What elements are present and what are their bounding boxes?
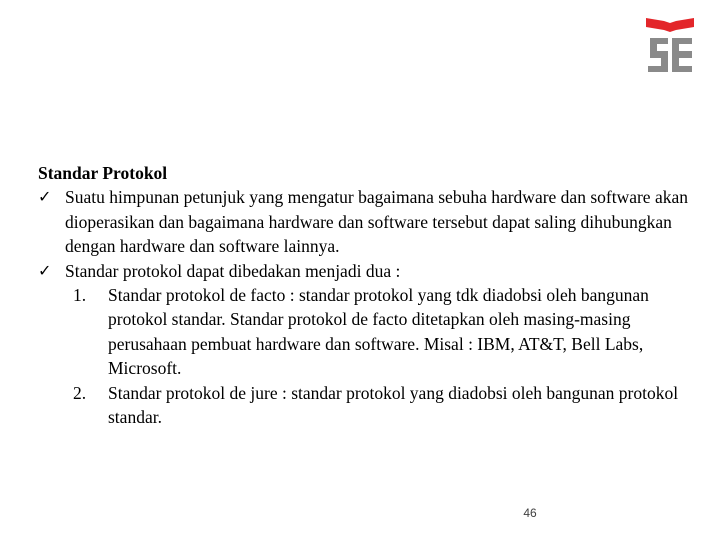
bullet-item: [38, 259, 698, 283]
bullet-text: Standar protokol dapat dibedakan menjadi dua :: [65, 260, 401, 281]
checkmark-icon: ✓: [38, 260, 52, 280]
bullet-item: [38, 185, 698, 258]
slide-heading: Standar Protokol: [38, 163, 168, 183]
logo-icon: [644, 14, 696, 78]
numbered-text: Standar protokol de jure : standar protokol yang diadobsi oleh bangunan protokol standar.: [108, 382, 679, 428]
page-number: 46: [523, 506, 537, 520]
numbered-item: [38, 381, 698, 430]
slide-content: [38, 161, 698, 429]
numbered-text: Standar protokol de facto : standar protokol yang tdk diadobsi oleh bangunan protokol standar. Standar protokol de facto ditetapkan oleh masing-masing perusahaan pembuat hardware dan software. Misal : IBM, AT&T, Bell Labs, Microsoft.: [108, 285, 649, 379]
numbered-marker: 2.: [73, 382, 87, 403]
bullet-text: Suatu himpunan petunjuk yang mengatur bagaimana sebuha hardware dan software akan dioperasikan dan bagaimana hardware dan software tersebut dapat saling dihubungkan dengan hardware dan software lainnya.: [65, 187, 688, 257]
checkmark-icon: ✓: [38, 187, 52, 207]
numbered-marker: 1.: [73, 285, 87, 306]
numbered-item: [38, 283, 698, 381]
